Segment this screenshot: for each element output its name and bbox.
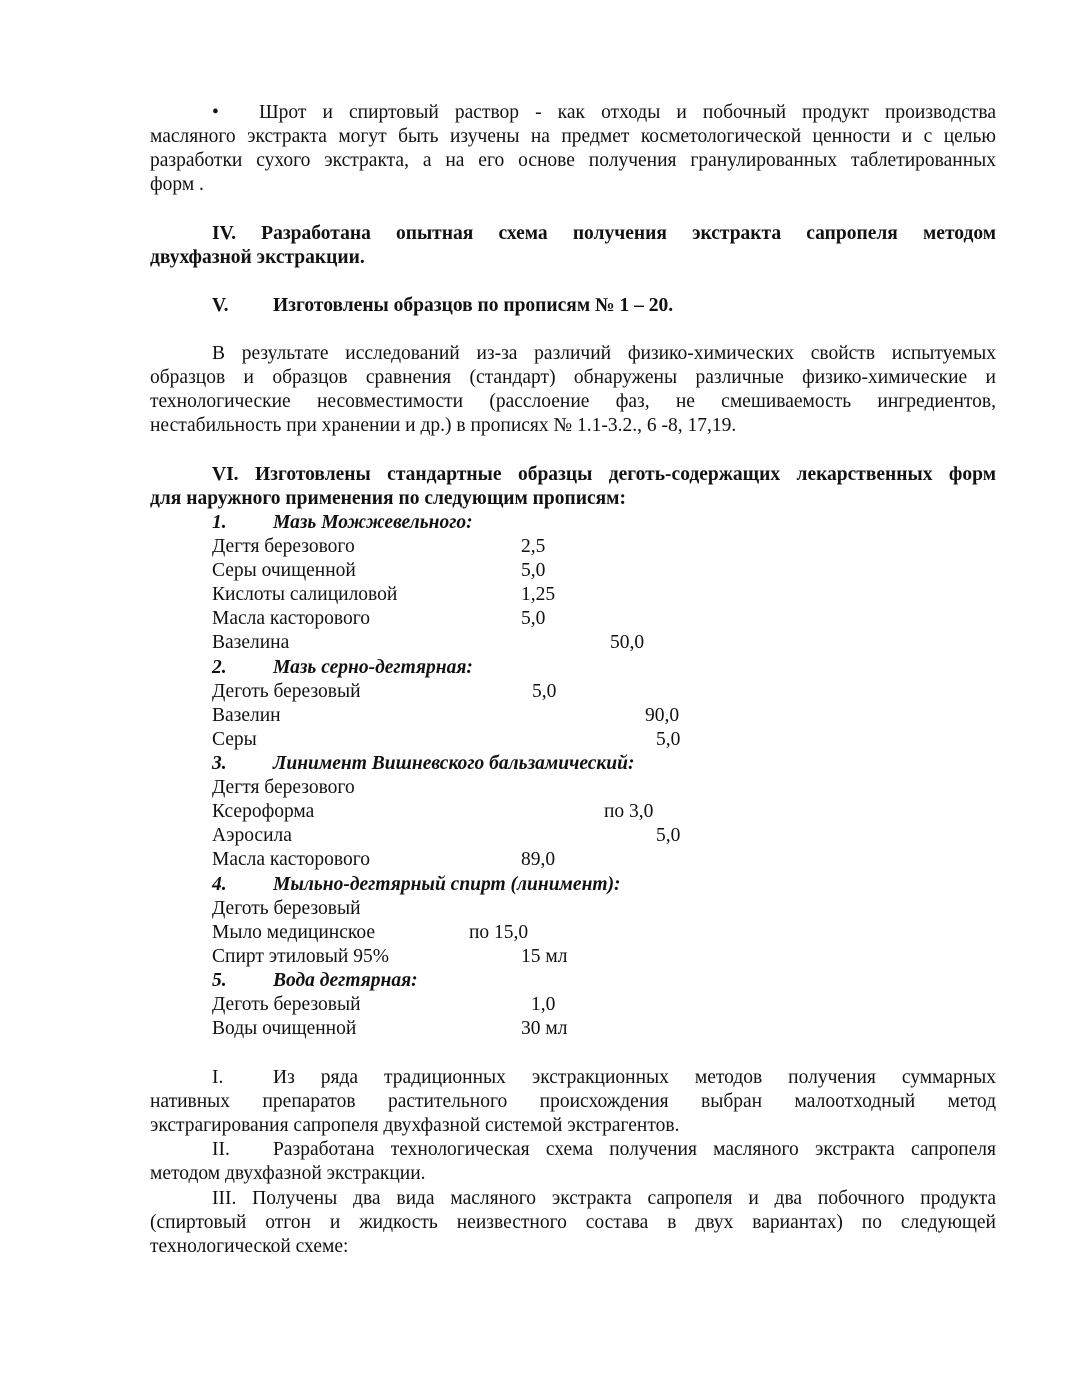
ingredient-name: Деготь березовый (212, 898, 361, 919)
ingredient-amount: по 15,0 (469, 922, 529, 943)
ingredient-amount: 15 мл (521, 946, 568, 967)
ingredient-amount: 2,5 (521, 536, 546, 557)
ingredient-name: Дегтя березового (212, 536, 355, 557)
section-vi-heading: VI. Изготовлены стандартные образцы деготь-содержащих лекарственных форм (212, 464, 996, 485)
ingredient-amount: 5,0 (656, 729, 681, 750)
bullet-line: Шрот и спиртовый раствор - как отходы и побочный продукт производства (259, 102, 996, 123)
recipe-number: 3. (212, 753, 227, 774)
section-iv-heading: IV. Разработана опытная схема получения экстракта сапропеля методом (212, 223, 996, 244)
recipe-number: 4. (212, 874, 227, 895)
ingredient-amount: 5,0 (656, 825, 681, 846)
ingredient-amount: по 3,0 (604, 801, 654, 822)
ingredient-name: Серы очищенной (212, 560, 356, 581)
ingredient-name: Мыло медицинское (212, 922, 375, 943)
ingredient-name: Ксероформа (212, 801, 315, 822)
ingredient-amount: 1,25 (521, 584, 556, 605)
section-vi-heading: для наружного применения по следующим прописям: (150, 488, 626, 509)
conclusion-line: III. Получены два вида масляного экстракта сапропеля и два побочного продукта (212, 1188, 996, 1209)
recipe-title: Линимент Вишневского бальзамический: (273, 753, 635, 774)
bullet-marker: • (212, 102, 219, 123)
recipe-number: 2. (212, 657, 227, 678)
results-line: технологические несовместимости (расслоение фаз, не смешиваемость ингредиентов, (150, 391, 996, 412)
section-iv-heading: двухфазной экстракции. (150, 247, 365, 268)
ingredient-amount: 89,0 (521, 849, 556, 870)
section-v-heading: Изготовлены образцов по прописям № 1 – 20. (273, 295, 674, 316)
ingredient-amount: 5,0 (521, 560, 546, 581)
ingredient-name: Аэросила (212, 825, 292, 846)
ingredient-name: Спирт этиловый 95% (212, 946, 389, 967)
conclusion-line: нативных препаратов растительного происхождения выбран малоотходный метод (150, 1091, 996, 1112)
conclusion-line: технологической схеме: (150, 1236, 349, 1257)
ingredient-name: Воды очищенной (212, 1018, 357, 1039)
results-line: нестабильность при хранении и др.) в прописях № 1.1-3.2., 6 -8, 17,19. (150, 415, 737, 436)
recipe-number: 5. (212, 970, 227, 991)
conclusion-line: (спиртовый отгон и жидкость неизвестного состава в двух вариантах) по следующей (150, 1212, 996, 1233)
recipe-title: Мазь серно-дегтярная: (273, 657, 473, 678)
conclusion-line: Из ряда традиционных экстракционных методов получения суммарных (273, 1067, 996, 1088)
conclusion-number: I. (212, 1067, 224, 1088)
ingredient-amount: 30 мл (521, 1018, 568, 1039)
conclusion-line: экстрагирования сапропеля двухфазной системой экстрагентов. (150, 1115, 680, 1136)
recipe-number: 1. (212, 512, 227, 533)
ingredient-amount: 50,0 (610, 632, 645, 653)
ingredient-amount: 90,0 (645, 705, 680, 726)
conclusion-line: методом двухфазной экстракции. (150, 1163, 426, 1184)
conclusion-line: Разработана технологическая схема получения масляного экстракта сапропеля (273, 1139, 996, 1160)
conclusion-number: II. (212, 1139, 230, 1160)
ingredient-name: Вазелин (212, 705, 281, 726)
results-line: В результате исследований из-за различий физико-химических свойств испытуемых (212, 343, 996, 364)
recipe-title: Мыльно-дегтярный спирт (линимент): (273, 874, 621, 895)
ingredient-name: Масла касторового (212, 849, 370, 870)
ingredient-name: Вазелина (212, 632, 290, 653)
ingredient-amount: 1,0 (531, 994, 556, 1015)
ingredient-name: Дегтя березового (212, 777, 355, 798)
ingredient-name: Кислоты салициловой (212, 584, 398, 605)
recipe-title: Мазь Можжевельного: (273, 512, 473, 533)
results-line: образцов и образцов сравнения (стандарт) обнаружены различные физико-химические и (150, 367, 996, 388)
recipe-title: Вода дегтярная: (273, 970, 418, 991)
ingredient-name: Масла касторового (212, 608, 370, 629)
bullet-line: разработки сухого экстракта, а на его основе получения гранулированных таблетированных (150, 150, 996, 171)
ingredient-name: Серы (212, 729, 257, 750)
ingredient-amount: 5,0 (521, 608, 546, 629)
ingredient-name: Деготь березовый (212, 994, 361, 1015)
bullet-line: форм . (150, 174, 204, 195)
bullet-line: масляного экстракта могут быть изучены на предмет косметологической ценности и с целью (150, 126, 996, 147)
section-v-number: V. (212, 295, 229, 316)
ingredient-amount: 5,0 (532, 681, 557, 702)
ingredient-name: Деготь березовый (212, 681, 361, 702)
